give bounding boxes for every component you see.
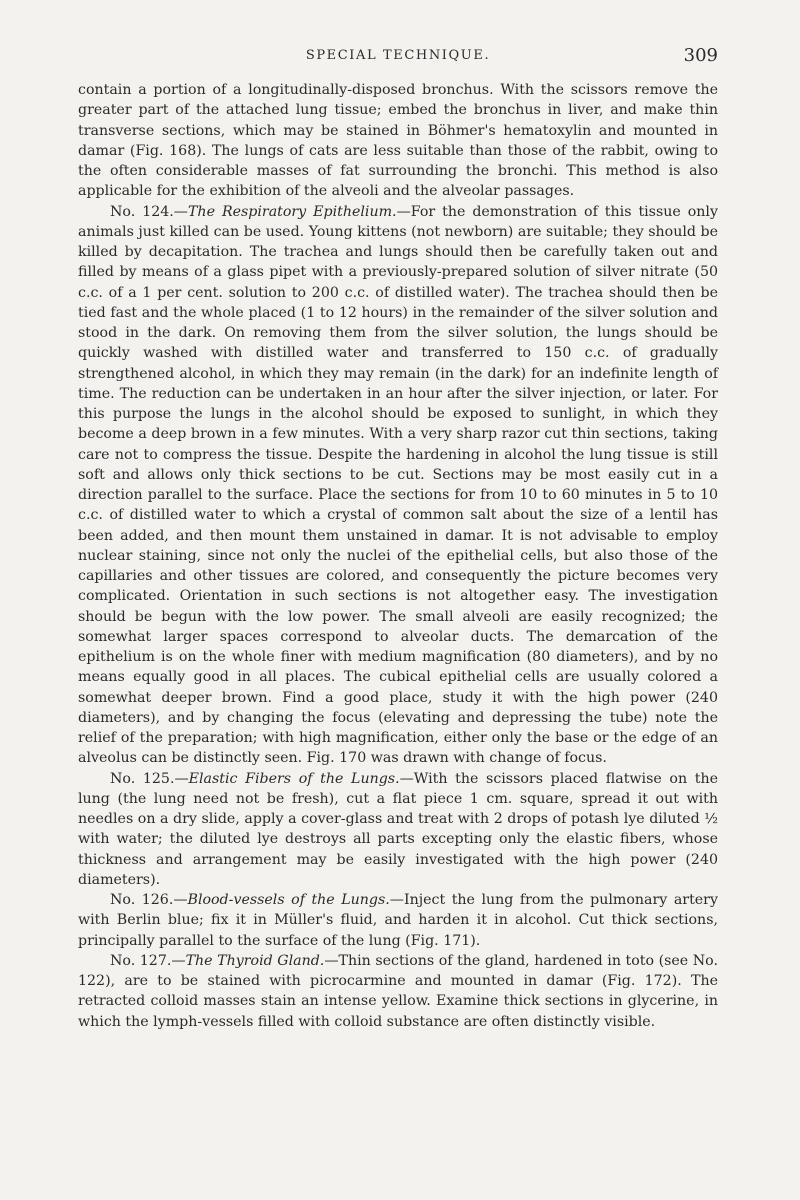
section-no-126: [78, 890, 718, 951]
section-number: No. 127.—: [110, 952, 186, 969]
section-no-124: [78, 202, 718, 769]
section-title: The Respiratory Epithelium.: [187, 203, 397, 220]
page-header: [78, 45, 718, 72]
section-title: Blood-vessels of the Lungs.: [187, 892, 390, 908]
section-no-127: [78, 951, 718, 1032]
paragraph-text: —Thin sections of the gland, hardened in toto (see No. 122), are to be stained with picrocarmine and mounted in damar (Fig. 172). The retracted colloid masses stain an intense yellow. Examine thick sections in glycerine, in which the lymph-vessels filled with colloid substance are often distinctly visible.: [78, 952, 718, 1030]
section-no-125: [78, 769, 718, 891]
section-title: Elastic Fibers of the Lungs.: [188, 770, 400, 787]
section-number: No. 124.—: [110, 203, 188, 220]
paragraph-text: —For the demonstration of this tissue only animals just killed can be used. Young kittens (not newborn) are suitable; they should be killed by decapitation. The trachea and lungs should then be carefully taken out and filled by means of a glass pipet with a previously-prepared solution of silver nitrate (50 c.c. of a 1 per cent. solution to 200 c.c. of distilled water). The trachea should then be tied fast and the whole placed (1 to 12 hours) in the remainder of the silver solution and stood in the dark. On removing them from the silver solution, the lungs should be quickly washed with distilled water and transferred to 150 c.c. of gradually strengthened alcohol, in which they may remain (in the dark) for an indefinite length of time. The reduction can be undertaken in an hour after the silver injection, or later. For this purpose the lungs in the alcohol should be exposed to sunlight, in which they become a deep brown in a few minutes. With a very sharp razor cut thin sections, taking care not to compress the tissue. Despite the hardening in alcohol the lung tissue is still soft and allows only thick sections to be cut. Sections may be most easily cut in a direction parallel to the surface. Place the sections for from 10 to 60 minutes in 5 to 10 c.c. of distilled water to which a crystal of common salt about the size of a lentil has been added, and then mount them unstained in damar. It is not advisable to employ nuclear staining, since not only the nuclei of the epithelial cells, but also those of the capillaries and other tissues are colored, and consequently the picture becomes very complicated. Orientation in such sections is not altogether easy. The investigation should be begun with the low power. The small alveoli are easily recognized; the somewhat larger spaces correspond to alveolar ducts. The demarcation of the epithelium is on the whole finer with medium magnification (80 diameters), and by no means equally good in all places. The cubical epithelial cells are usually colored a somewhat deeper brown. Find a good place, study it with the high power (240 diameters), and by changing the focus (elevating and depressing the tube) note the relief of the preparation; with high magnification, either only the base or the edge of an alveolus can be distinctly seen. Fig. 170 was drawn with change of focus.: [78, 203, 718, 767]
section-number: No. 126.—: [110, 892, 188, 908]
section-title: The Thyroid Gland.: [185, 952, 325, 969]
section-number: No. 125.—: [110, 770, 189, 787]
body-text: [78, 80, 718, 1032]
paragraph-continuation: [78, 80, 718, 202]
paragraph-text: contain a portion of a longitudinally-disposed bronchus. With the scissors remove the greater part of the attached lung tissue; embed the bronchus in liver, and make thin transverse sections, which may be stained in Böhmer's hematoxylin and mounted in damar (Fig. 168). The lungs of cats are less suitable than those of the rabbit, owing to the often considerable masses of fat surrounding the bronchi. This method is also applicable for the exhibition of the alveoli and the alveolar passages.: [78, 82, 718, 200]
running-head: SPECIAL TECHNIQUE.: [305, 48, 491, 63]
paragraph-text: —With the scissors placed flatwise on the lung (the lung need not be fresh), cut a flat piece 1 cm. square, spread it out with needles on a dry slide, apply a cover-glass and treat with 2 drops of potash lye diluted ½ with water; the diluted lye destroys all parts excepting only the elastic fibers, whose thickness and arrangement may be easily investigated with the high power (240 diameters).: [78, 770, 718, 888]
page-number: 309: [683, 45, 718, 66]
paragraph-text: —Inject the lung from the pulmonary artery with Berlin blue; fix it in Müller's fluid, and harden it in alcohol. Cut thick sections, principally parallel to the surface of the lung (Fig. 171).: [78, 892, 718, 949]
